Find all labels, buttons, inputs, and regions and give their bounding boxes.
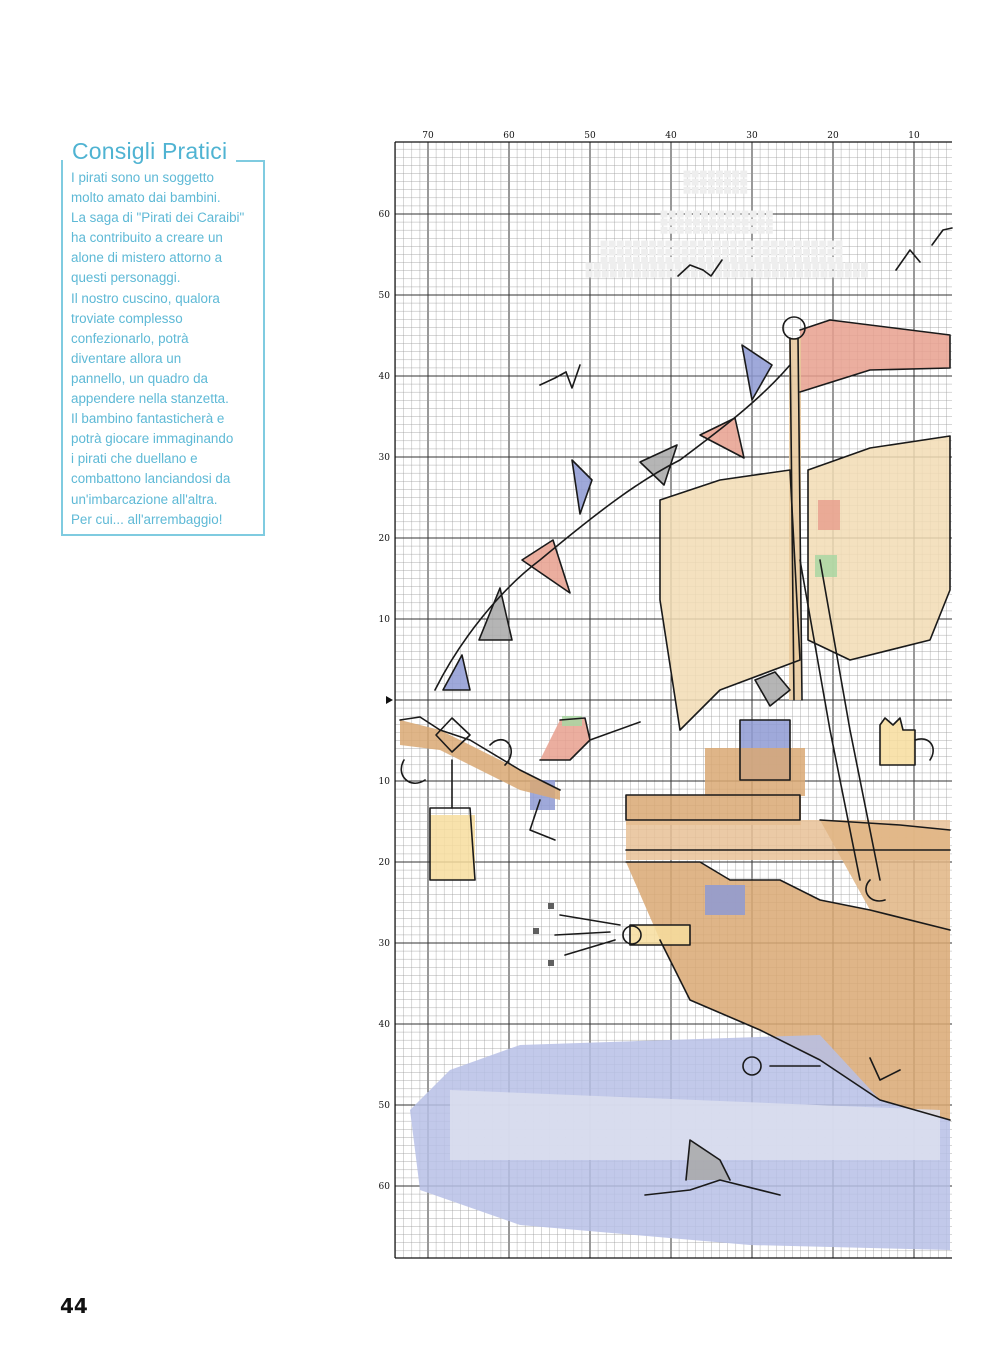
- axis-label: 10: [908, 131, 920, 141]
- cloud-stitches: [861, 263, 868, 270]
- cloud-stitches: [829, 271, 836, 278]
- cloud-stitches: [725, 227, 732, 234]
- cloud-stitches: [821, 263, 828, 270]
- cloud-stitches: [804, 263, 811, 270]
- cloud-stitches: [586, 263, 593, 270]
- cloud-stitches: [763, 249, 770, 256]
- cloud-stitches: [714, 241, 721, 248]
- axis-label: 10: [378, 615, 390, 625]
- cat: [880, 718, 915, 765]
- cloud-stitches: [601, 241, 608, 248]
- cloud-stitches: [750, 219, 757, 226]
- cloud-stitches: [691, 271, 698, 278]
- cannon-smoke: [533, 928, 539, 934]
- cloud-stitches: [700, 179, 707, 186]
- cloud-stitches: [641, 241, 648, 248]
- cloud-stitches: [634, 263, 641, 270]
- axis-label: 60: [378, 210, 390, 220]
- cloud-stitches: [764, 263, 771, 270]
- cloud-stitches: [740, 171, 747, 178]
- cloud-stitches: [626, 271, 633, 278]
- cloud-stitches: [730, 241, 737, 248]
- cloud-stitches: [756, 271, 763, 278]
- cloud-stitches: [602, 271, 609, 278]
- cloud-stitches: [738, 249, 745, 256]
- pennant: [522, 540, 570, 593]
- cloud-stitches: [642, 263, 649, 270]
- cloud-stitches: [748, 263, 755, 270]
- cloud-stitches: [771, 249, 778, 256]
- cloud-stitches: [625, 241, 632, 248]
- cloud-stitches: [633, 241, 640, 248]
- cloud-stitches: [746, 241, 753, 248]
- cloud-stitches: [746, 249, 753, 256]
- cloud-stitches: [787, 249, 794, 256]
- cloud-stitches: [766, 211, 773, 218]
- axis-label: 60: [378, 1182, 390, 1192]
- cloud-stitches: [610, 271, 617, 278]
- tips-line: alone di mistero attorno a: [71, 250, 223, 266]
- cloud-stitches: [829, 263, 836, 270]
- cloud-stitches: [657, 241, 664, 248]
- cloud-stitches: [618, 263, 625, 270]
- cannon-smoke: [548, 903, 554, 909]
- cloud-stitches: [764, 271, 771, 278]
- tips-line: combattono lanciandosi da: [71, 471, 231, 487]
- cloud-stitches: [690, 241, 697, 248]
- cloud-stitches: [827, 241, 834, 248]
- cloud-stitches: [740, 187, 747, 194]
- cloud-stitches: [617, 249, 624, 256]
- cloud-stitches: [693, 219, 700, 226]
- cloud-stitches: [811, 241, 818, 248]
- cloud-stitches: [708, 171, 715, 178]
- cloud-stitches: [610, 263, 617, 270]
- pirate-left-hat: [562, 716, 582, 726]
- cloud-stitches: [766, 227, 773, 234]
- cloud-stitches: [682, 249, 689, 256]
- cloud-stitches: [779, 249, 786, 256]
- cloud-stitches: [665, 249, 672, 256]
- ribbon: [705, 885, 745, 915]
- cloud-stitches: [667, 263, 674, 270]
- cloud-stitches: [723, 271, 730, 278]
- cloud-stitches: [602, 263, 609, 270]
- axis-label: 30: [378, 939, 390, 949]
- cloud-stitches: [641, 249, 648, 256]
- cloud-stitches: [677, 219, 684, 226]
- cloud-stitches: [732, 179, 739, 186]
- cloud-stitches: [742, 211, 749, 218]
- cloud-stitches: [771, 241, 778, 248]
- cloud-stitches: [725, 211, 732, 218]
- chart-stitches: [400, 171, 950, 1250]
- axis-label: 30: [378, 453, 390, 463]
- cloud-stitches: [685, 211, 692, 218]
- tips-line: ha contribuito a creare un: [71, 230, 223, 246]
- cloud-stitches: [701, 211, 708, 218]
- cloud-stitches: [750, 227, 757, 234]
- axis-label: 60: [503, 131, 515, 141]
- axis-label: 20: [827, 131, 839, 141]
- tips-line: Il bambino fantasticherà e: [71, 411, 225, 427]
- cloud-stitches: [714, 249, 721, 256]
- axis-label: 40: [665, 131, 677, 141]
- cloud-stitches: [692, 179, 699, 186]
- cloud-stitches: [772, 271, 779, 278]
- cloud-stitches: [685, 219, 692, 226]
- cloud-stitches: [740, 271, 747, 278]
- cloud-stitches: [717, 227, 724, 234]
- tips-line: diventare allora un: [71, 350, 182, 366]
- pirate-top-shirt: [815, 555, 837, 577]
- cloud-stitches: [669, 227, 676, 234]
- cloud-stitches: [701, 219, 708, 226]
- cloud-stitches: [707, 263, 714, 270]
- cloud-stitches: [618, 271, 625, 278]
- cloud-stitches: [684, 187, 691, 194]
- cloud-stitches: [724, 187, 731, 194]
- cloud-stitches: [717, 211, 724, 218]
- tips-line: questi personaggi.: [71, 270, 181, 286]
- cloud-stitches: [722, 249, 729, 256]
- cloud-stitches: [669, 211, 676, 218]
- cloud-stitches: [594, 263, 601, 270]
- cloud-stitches: [732, 187, 739, 194]
- bowsprit: [400, 720, 560, 800]
- sail-right: [808, 436, 950, 660]
- cloud-stitches: [734, 219, 741, 226]
- cloud-stitches: [766, 219, 773, 226]
- axis-label: 30: [746, 131, 758, 141]
- axis-label: 50: [378, 1101, 390, 1111]
- cloud-stitches: [701, 227, 708, 234]
- cloud-stitches: [748, 271, 755, 278]
- cloud-stitches: [758, 227, 765, 234]
- cloud-stitches: [730, 249, 737, 256]
- tips-line: Per cui... all'arrembaggio!: [71, 511, 223, 527]
- cloud-stitches: [677, 211, 684, 218]
- tips-line: I pirati sono un soggetto: [71, 170, 214, 185]
- tips-line: confezionarlo, potrà: [71, 330, 189, 346]
- cloud-stitches: [811, 249, 818, 256]
- cloud-stitches: [650, 271, 657, 278]
- cloud-stitches: [706, 241, 713, 248]
- cloud-stitches: [661, 211, 668, 218]
- axis-label: 20: [378, 534, 390, 544]
- cloud-stitches: [609, 241, 616, 248]
- cloud-stitches: [787, 241, 794, 248]
- cloud-stitches: [836, 249, 843, 256]
- cloud-stitches: [804, 271, 811, 278]
- cloud-stitches: [740, 179, 747, 186]
- tips-line: un'imbarcazione all'altra.: [71, 491, 218, 507]
- tips-line: i pirati che duellano e: [71, 451, 198, 467]
- cloud-stitches: [758, 211, 765, 218]
- cloud-stitches: [682, 241, 689, 248]
- cloud-stitches: [821, 271, 828, 278]
- cloud-stitches: [675, 263, 682, 270]
- tips-title: Consigli Pratici: [70, 138, 231, 165]
- cloud-stitches: [853, 271, 860, 278]
- cloud-stitches: [665, 241, 672, 248]
- tips-line: Il nostro cuscino, qualora: [71, 290, 220, 306]
- cloud-stitches: [609, 249, 616, 256]
- cloud-stitches: [812, 263, 819, 270]
- cloud-stitches: [837, 263, 844, 270]
- cloud-stitches: [634, 271, 641, 278]
- cloud-stitches: [594, 271, 601, 278]
- cloud-stitches: [780, 271, 787, 278]
- cloud-stitches: [716, 187, 723, 194]
- cloud-stitches: [700, 171, 707, 178]
- cloud-stitches: [716, 171, 723, 178]
- cloud-stitches: [722, 241, 729, 248]
- cloud-stitches: [601, 249, 608, 256]
- cloud-stitches: [742, 219, 749, 226]
- cloud-stitches: [715, 271, 722, 278]
- cloud-stitches: [633, 249, 640, 256]
- axis-label: 40: [378, 372, 390, 382]
- cloud-stitches: [716, 179, 723, 186]
- cloud-stitches: [684, 179, 691, 186]
- cloud-stitches: [685, 227, 692, 234]
- cloud-stitches: [755, 249, 762, 256]
- cloud-stitches: [750, 211, 757, 218]
- cloud-stitches: [669, 219, 676, 226]
- tips-line: pannello, un quadro da: [71, 370, 208, 386]
- cloud-stitches: [763, 241, 770, 248]
- cloud-stitches: [661, 219, 668, 226]
- cloud-stitches: [837, 271, 844, 278]
- page-number: 44: [60, 1294, 88, 1318]
- cloud-stitches: [796, 263, 803, 270]
- cloud-stitches: [734, 211, 741, 218]
- cloud-stitches: [725, 219, 732, 226]
- cloud-stitches: [795, 241, 802, 248]
- cloud-stitches: [723, 263, 730, 270]
- cloud-stitches: [674, 249, 681, 256]
- axis-label: 40: [378, 1020, 390, 1030]
- cloud-stitches: [684, 171, 691, 178]
- cloud-stitches: [780, 263, 787, 270]
- cloud-stitches: [649, 241, 656, 248]
- cloud-stitches: [845, 263, 852, 270]
- axis-label: 10: [378, 777, 390, 787]
- cloud-stitches: [827, 249, 834, 256]
- tips-line: molto amato dai bambini.: [71, 190, 221, 206]
- cloud-stitches: [642, 271, 649, 278]
- cloud-stitches: [758, 219, 765, 226]
- cloud-stitches: [819, 241, 826, 248]
- cloud-stitches: [625, 249, 632, 256]
- cloud-stitches: [709, 227, 716, 234]
- cloud-stitches: [690, 249, 697, 256]
- tips-line: La saga di "Pirati dei Caraibi": [71, 210, 245, 226]
- cloud-stitches: [755, 241, 762, 248]
- cloud-stitches: [788, 263, 795, 270]
- cloud-stitches: [803, 241, 810, 248]
- cloud-stitches: [738, 241, 745, 248]
- cloud-stitches: [659, 271, 666, 278]
- cloud-stitches: [772, 263, 779, 270]
- tips-line: appendere nella stanzetta.: [71, 391, 229, 407]
- top-flag: [800, 320, 950, 392]
- cloud-stitches: [717, 219, 724, 226]
- cloud-stitches: [667, 271, 674, 278]
- cloud-stitches: [692, 171, 699, 178]
- cloud-stitches: [659, 263, 666, 270]
- cloud-stitches: [731, 271, 738, 278]
- tips-line: potrà giocare immaginando: [71, 431, 234, 447]
- cloud-stitches: [819, 249, 826, 256]
- cloud-stitches: [742, 227, 749, 234]
- cloud-stitches: [724, 179, 731, 186]
- cloud-stitches: [812, 271, 819, 278]
- cloud-stitches: [657, 249, 664, 256]
- cloud-stitches: [724, 171, 731, 178]
- axis-label: 70: [422, 131, 434, 141]
- cloud-stitches: [861, 271, 868, 278]
- cloud-stitches: [698, 249, 705, 256]
- cloud-stitches: [650, 263, 657, 270]
- pirate-top: [818, 500, 840, 530]
- cloud-stitches: [674, 241, 681, 248]
- cloud-stitches: [732, 171, 739, 178]
- cloud-stitches: [700, 187, 707, 194]
- tips-line: troviate complesso: [71, 310, 183, 326]
- cloud-stitches: [734, 227, 741, 234]
- cloud-stitches: [693, 211, 700, 218]
- cloud-stitches: [709, 211, 716, 218]
- cloud-stitches: [740, 263, 747, 270]
- cloud-stitches: [617, 241, 624, 248]
- cloud-stitches: [677, 227, 684, 234]
- cloud-stitches: [706, 249, 713, 256]
- cloud-stitches: [698, 241, 705, 248]
- cloud-stitches: [731, 263, 738, 270]
- cloud-stitches: [708, 187, 715, 194]
- cloud-stitches: [661, 227, 668, 234]
- axis-label: 50: [378, 291, 390, 301]
- cloud-stitches: [709, 219, 716, 226]
- cloud-stitches: [788, 271, 795, 278]
- cloud-stitches: [779, 241, 786, 248]
- cloud-stitches: [626, 263, 633, 270]
- cloud-stitches: [836, 241, 843, 248]
- cloud-stitches: [693, 227, 700, 234]
- cloud-stitches: [803, 249, 810, 256]
- cloud-stitches: [795, 249, 802, 256]
- center-marker-icon: [386, 696, 393, 704]
- axis-label: 50: [584, 131, 596, 141]
- axis-label: 20: [378, 858, 390, 868]
- cannon: [630, 925, 690, 945]
- cloud-stitches: [692, 187, 699, 194]
- bird-cage: [430, 815, 475, 880]
- cloud-stitches: [649, 249, 656, 256]
- cloud-stitches: [708, 179, 715, 186]
- cloud-stitches: [845, 271, 852, 278]
- cloud-stitches: [853, 263, 860, 270]
- cannon-smoke: [548, 960, 554, 966]
- cloud-stitches: [756, 263, 763, 270]
- cloud-stitches: [586, 271, 593, 278]
- cloud-stitches: [796, 271, 803, 278]
